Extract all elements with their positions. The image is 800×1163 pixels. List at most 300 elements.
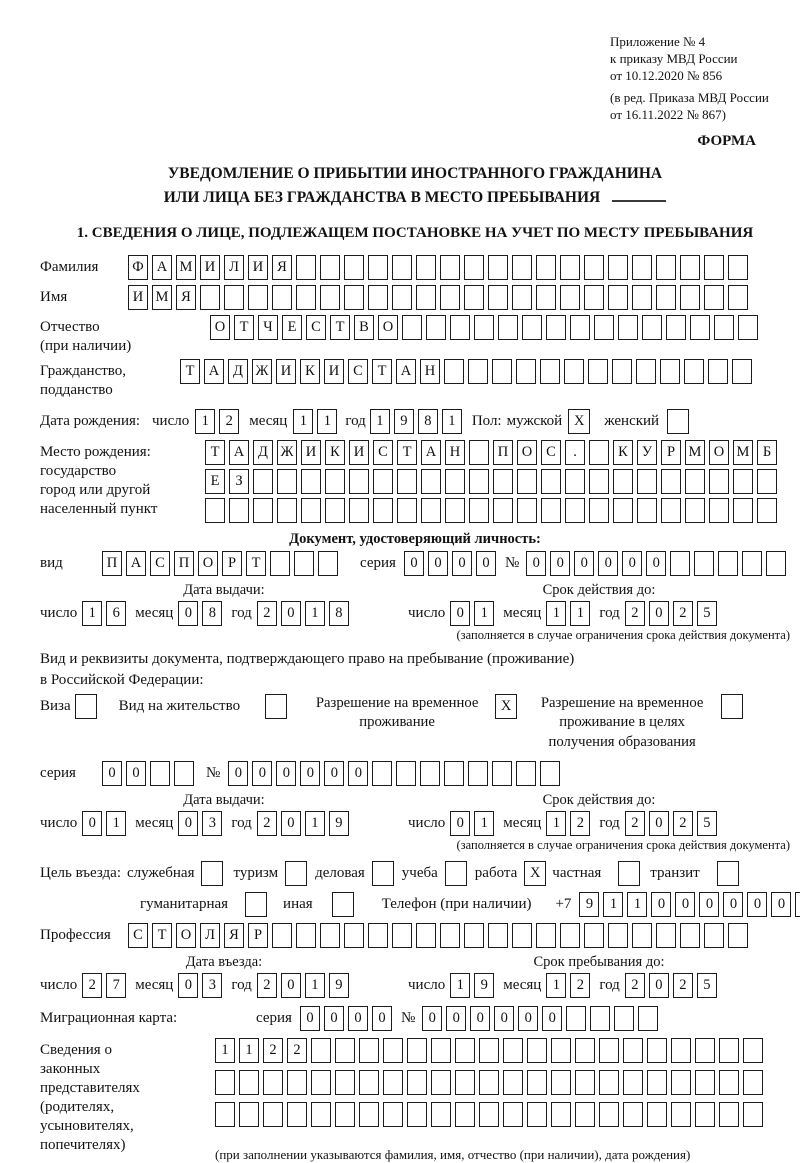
char-cell[interactable]	[757, 498, 777, 523]
char-cell[interactable]: 0	[428, 551, 448, 576]
char-cell[interactable]: 1	[305, 811, 325, 836]
char-cell[interactable]	[612, 359, 632, 384]
char-cell[interactable]: П	[102, 551, 122, 576]
char-cell[interactable]: 0	[649, 601, 669, 626]
char-cell[interactable]: 8	[418, 409, 438, 434]
char-cell[interactable]	[301, 469, 321, 494]
char-cell[interactable]	[536, 255, 556, 280]
char-cell[interactable]: З	[229, 469, 249, 494]
char-cell[interactable]: 0	[649, 811, 669, 836]
char-cell[interactable]	[421, 498, 441, 523]
char-cell[interactable]	[488, 255, 508, 280]
char-cell[interactable]	[599, 1038, 619, 1063]
char-cell[interactable]	[383, 1038, 403, 1063]
char-cell[interactable]: 1	[546, 973, 566, 998]
purpose-private-checkbox[interactable]	[618, 861, 640, 886]
char-cell[interactable]	[349, 469, 369, 494]
char-cell[interactable]	[671, 1070, 691, 1095]
char-cell[interactable]: С	[373, 440, 393, 465]
char-cell[interactable]: 0	[518, 1006, 538, 1031]
char-cell[interactable]	[584, 255, 604, 280]
char-cell[interactable]	[743, 1070, 763, 1095]
char-cell[interactable]	[728, 923, 748, 948]
char-cell[interactable]	[637, 498, 657, 523]
char-cell[interactable]	[718, 551, 738, 576]
char-cell[interactable]: И	[248, 255, 268, 280]
temp-residence-checkbox[interactable]: X	[495, 694, 517, 719]
char-cell[interactable]	[215, 1070, 235, 1095]
char-cell[interactable]	[527, 1038, 547, 1063]
char-cell[interactable]	[431, 1070, 451, 1095]
char-cell[interactable]	[517, 498, 537, 523]
char-cell[interactable]: 2	[625, 601, 645, 626]
char-cell[interactable]: 6	[106, 601, 126, 626]
char-cell[interactable]: Т	[372, 359, 392, 384]
char-cell[interactable]	[636, 359, 656, 384]
char-cell[interactable]	[224, 285, 244, 310]
char-cell[interactable]: 0	[747, 892, 767, 917]
char-cell[interactable]: Я	[224, 923, 244, 948]
char-cell[interactable]	[407, 1102, 427, 1127]
char-cell[interactable]	[666, 315, 686, 340]
char-cell[interactable]	[590, 1006, 610, 1031]
char-cell[interactable]	[455, 1038, 475, 1063]
char-cell[interactable]	[272, 285, 292, 310]
char-cell[interactable]	[541, 469, 561, 494]
char-cell[interactable]: А	[396, 359, 416, 384]
char-cell[interactable]: 2	[625, 811, 645, 836]
char-cell[interactable]	[732, 359, 752, 384]
char-cell[interactable]	[335, 1038, 355, 1063]
char-cell[interactable]	[344, 285, 364, 310]
char-cell[interactable]: Т	[180, 359, 200, 384]
char-cell[interactable]	[719, 1070, 739, 1095]
char-cell[interactable]	[527, 1102, 547, 1127]
char-cell[interactable]: 0	[228, 761, 248, 786]
char-cell[interactable]: 0	[252, 761, 272, 786]
char-cell[interactable]	[318, 551, 338, 576]
char-cell[interactable]	[647, 1102, 667, 1127]
char-cell[interactable]: Т	[152, 923, 172, 948]
char-cell[interactable]: 3	[202, 973, 222, 998]
char-cell[interactable]: 1	[293, 409, 313, 434]
char-cell[interactable]: 1	[106, 811, 126, 836]
char-cell[interactable]	[272, 923, 292, 948]
char-cell[interactable]	[695, 1038, 715, 1063]
char-cell[interactable]	[584, 923, 604, 948]
char-cell[interactable]: 2	[257, 601, 277, 626]
purpose-business-checkbox[interactable]	[372, 861, 394, 886]
char-cell[interactable]: 2	[82, 973, 102, 998]
char-cell[interactable]: С	[306, 315, 326, 340]
char-cell[interactable]	[608, 255, 628, 280]
char-cell[interactable]: 0	[300, 761, 320, 786]
char-cell[interactable]: К	[613, 440, 633, 465]
char-cell[interactable]: Ж	[252, 359, 272, 384]
char-cell[interactable]	[632, 255, 652, 280]
char-cell[interactable]: 5	[697, 973, 717, 998]
char-cell[interactable]: Я	[272, 255, 292, 280]
char-cell[interactable]	[714, 315, 734, 340]
char-cell[interactable]: 7	[106, 973, 126, 998]
char-cell[interactable]: Е	[205, 469, 225, 494]
char-cell[interactable]: 0	[699, 892, 719, 917]
char-cell[interactable]: М	[176, 255, 196, 280]
char-cell[interactable]: И	[276, 359, 296, 384]
char-cell[interactable]	[444, 359, 464, 384]
char-cell[interactable]: 0	[178, 973, 198, 998]
char-cell[interactable]: Н	[420, 359, 440, 384]
char-cell[interactable]: 1	[627, 892, 647, 917]
char-cell[interactable]	[493, 469, 513, 494]
char-cell[interactable]	[492, 761, 512, 786]
char-cell[interactable]: 1	[82, 601, 102, 626]
char-cell[interactable]	[335, 1070, 355, 1095]
char-cell[interactable]: 0	[646, 551, 666, 576]
char-cell[interactable]: 0	[348, 761, 368, 786]
char-cell[interactable]	[613, 469, 633, 494]
char-cell[interactable]: 1	[305, 601, 325, 626]
char-cell[interactable]	[638, 1006, 658, 1031]
char-cell[interactable]	[479, 1102, 499, 1127]
gender-male-checkbox[interactable]: X	[568, 409, 590, 434]
char-cell[interactable]: 0	[102, 761, 122, 786]
char-cell[interactable]	[742, 551, 762, 576]
char-cell[interactable]	[311, 1102, 331, 1127]
char-cell[interactable]	[743, 1102, 763, 1127]
char-cell[interactable]: 0	[450, 811, 470, 836]
char-cell[interactable]	[575, 1070, 595, 1095]
char-cell[interactable]	[647, 1070, 667, 1095]
char-cell[interactable]	[704, 255, 724, 280]
char-cell[interactable]	[287, 1070, 307, 1095]
char-cell[interactable]: 1	[603, 892, 623, 917]
char-cell[interactable]: Е	[282, 315, 302, 340]
char-cell[interactable]	[690, 315, 710, 340]
char-cell[interactable]	[589, 440, 609, 465]
char-cell[interactable]: 0	[82, 811, 102, 836]
char-cell[interactable]	[680, 285, 700, 310]
char-cell[interactable]	[584, 285, 604, 310]
char-cell[interactable]	[492, 359, 512, 384]
char-cell[interactable]	[522, 315, 542, 340]
char-cell[interactable]	[512, 255, 532, 280]
char-cell[interactable]: .	[565, 440, 585, 465]
char-cell[interactable]: 9	[329, 811, 349, 836]
char-cell[interactable]	[392, 255, 412, 280]
char-cell[interactable]: 2	[570, 973, 590, 998]
char-cell[interactable]	[479, 1038, 499, 1063]
char-cell[interactable]: 2	[673, 811, 693, 836]
char-cell[interactable]: 0	[494, 1006, 514, 1031]
char-cell[interactable]	[503, 1070, 523, 1095]
char-cell[interactable]: 0	[276, 761, 296, 786]
char-cell[interactable]	[296, 255, 316, 280]
char-cell[interactable]: 1	[450, 973, 470, 998]
char-cell[interactable]	[311, 1038, 331, 1063]
char-cell[interactable]	[344, 923, 364, 948]
char-cell[interactable]: 5	[697, 811, 717, 836]
char-cell[interactable]: П	[174, 551, 194, 576]
char-cell[interactable]: 0	[542, 1006, 562, 1031]
char-cell[interactable]: 1	[195, 409, 215, 434]
char-cell[interactable]	[738, 315, 758, 340]
char-cell[interactable]	[708, 359, 728, 384]
char-cell[interactable]: 0	[651, 892, 671, 917]
residence-permit-checkbox[interactable]	[265, 694, 287, 719]
purpose-study-checkbox[interactable]	[445, 861, 467, 886]
char-cell[interactable]: 0	[300, 1006, 320, 1031]
char-cell[interactable]	[229, 498, 249, 523]
char-cell[interactable]: 0	[348, 1006, 368, 1031]
char-cell[interactable]: С	[128, 923, 148, 948]
char-cell[interactable]: 0	[550, 551, 570, 576]
char-cell[interactable]: Т	[234, 315, 254, 340]
char-cell[interactable]	[642, 315, 662, 340]
char-cell[interactable]: 1	[474, 601, 494, 626]
char-cell[interactable]: Р	[248, 923, 268, 948]
char-cell[interactable]: 0	[372, 1006, 392, 1031]
char-cell[interactable]	[589, 498, 609, 523]
char-cell[interactable]	[632, 923, 652, 948]
char-cell[interactable]	[512, 285, 532, 310]
char-cell[interactable]	[695, 1070, 715, 1095]
char-cell[interactable]: 0	[281, 811, 301, 836]
char-cell[interactable]	[560, 285, 580, 310]
char-cell[interactable]	[392, 285, 412, 310]
char-cell[interactable]: О	[378, 315, 398, 340]
char-cell[interactable]	[421, 469, 441, 494]
char-cell[interactable]	[263, 1102, 283, 1127]
char-cell[interactable]	[325, 498, 345, 523]
char-cell[interactable]: 8	[329, 601, 349, 626]
char-cell[interactable]	[420, 761, 440, 786]
char-cell[interactable]	[599, 1102, 619, 1127]
char-cell[interactable]: 0	[649, 973, 669, 998]
char-cell[interactable]: 9	[394, 409, 414, 434]
char-cell[interactable]	[733, 498, 753, 523]
char-cell[interactable]	[311, 1070, 331, 1095]
char-cell[interactable]: О	[709, 440, 729, 465]
char-cell[interactable]	[373, 469, 393, 494]
char-cell[interactable]	[344, 255, 364, 280]
char-cell[interactable]	[588, 359, 608, 384]
char-cell[interactable]	[239, 1070, 259, 1095]
char-cell[interactable]: 9	[329, 973, 349, 998]
char-cell[interactable]	[407, 1038, 427, 1063]
char-cell[interactable]: 1	[305, 973, 325, 998]
char-cell[interactable]: Б	[757, 440, 777, 465]
gender-female-checkbox[interactable]	[667, 409, 689, 434]
char-cell[interactable]: 2	[263, 1038, 283, 1063]
char-cell[interactable]	[294, 551, 314, 576]
char-cell[interactable]	[566, 1006, 586, 1031]
char-cell[interactable]: А	[229, 440, 249, 465]
char-cell[interactable]: М	[152, 285, 172, 310]
char-cell[interactable]	[704, 285, 724, 310]
char-cell[interactable]: 1	[317, 409, 337, 434]
char-cell[interactable]	[320, 285, 340, 310]
char-cell[interactable]: 1	[370, 409, 390, 434]
char-cell[interactable]	[150, 761, 170, 786]
char-cell[interactable]	[709, 498, 729, 523]
char-cell[interactable]	[623, 1102, 643, 1127]
char-cell[interactable]	[660, 359, 680, 384]
char-cell[interactable]	[301, 498, 321, 523]
char-cell[interactable]: 2	[673, 601, 693, 626]
char-cell[interactable]	[680, 923, 700, 948]
char-cell[interactable]	[685, 498, 705, 523]
char-cell[interactable]	[656, 255, 676, 280]
char-cell[interactable]: О	[198, 551, 218, 576]
char-cell[interactable]: О	[210, 315, 230, 340]
char-cell[interactable]: Т	[330, 315, 350, 340]
char-cell[interactable]	[517, 469, 537, 494]
char-cell[interactable]	[575, 1102, 595, 1127]
char-cell[interactable]	[397, 469, 417, 494]
char-cell[interactable]: 0	[178, 601, 198, 626]
char-cell[interactable]	[479, 1070, 499, 1095]
char-cell[interactable]	[372, 761, 392, 786]
char-cell[interactable]: Н	[445, 440, 465, 465]
char-cell[interactable]: А	[126, 551, 146, 576]
purpose-transit-checkbox[interactable]	[717, 861, 739, 886]
char-cell[interactable]	[349, 498, 369, 523]
char-cell[interactable]	[608, 923, 628, 948]
char-cell[interactable]: 0	[771, 892, 791, 917]
char-cell[interactable]	[440, 255, 460, 280]
char-cell[interactable]: 2	[625, 973, 645, 998]
char-cell[interactable]: Л	[200, 923, 220, 948]
visa-checkbox[interactable]	[75, 694, 97, 719]
char-cell[interactable]: 2	[673, 973, 693, 998]
char-cell[interactable]	[468, 761, 488, 786]
char-cell[interactable]	[680, 255, 700, 280]
char-cell[interactable]: М	[733, 440, 753, 465]
char-cell[interactable]: 0	[450, 601, 470, 626]
char-cell[interactable]: 9	[474, 973, 494, 998]
char-cell[interactable]: 0	[422, 1006, 442, 1031]
char-cell[interactable]	[335, 1102, 355, 1127]
char-cell[interactable]: С	[348, 359, 368, 384]
char-cell[interactable]	[512, 923, 532, 948]
char-cell[interactable]	[551, 1070, 571, 1095]
char-cell[interactable]	[431, 1038, 451, 1063]
char-cell[interactable]	[205, 498, 225, 523]
char-cell[interactable]	[661, 469, 681, 494]
char-cell[interactable]: 8	[202, 601, 222, 626]
char-cell[interactable]: 1	[570, 601, 590, 626]
char-cell[interactable]: И	[324, 359, 344, 384]
char-cell[interactable]	[647, 1038, 667, 1063]
char-cell[interactable]	[570, 315, 590, 340]
char-cell[interactable]	[445, 469, 465, 494]
char-cell[interactable]	[719, 1038, 739, 1063]
char-cell[interactable]: М	[685, 440, 705, 465]
char-cell[interactable]: 2	[570, 811, 590, 836]
char-cell[interactable]	[296, 923, 316, 948]
char-cell[interactable]	[383, 1102, 403, 1127]
char-cell[interactable]	[670, 551, 690, 576]
char-cell[interactable]	[373, 498, 393, 523]
char-cell[interactable]: Ф	[128, 255, 148, 280]
char-cell[interactable]: О	[176, 923, 196, 948]
char-cell[interactable]: 0	[622, 551, 642, 576]
char-cell[interactable]	[416, 285, 436, 310]
char-cell[interactable]: С	[541, 440, 561, 465]
char-cell[interactable]	[498, 315, 518, 340]
char-cell[interactable]	[540, 761, 560, 786]
char-cell[interactable]: Ж	[277, 440, 297, 465]
char-cell[interactable]	[719, 1102, 739, 1127]
char-cell[interactable]: Л	[224, 255, 244, 280]
char-cell[interactable]: И	[349, 440, 369, 465]
char-cell[interactable]	[368, 255, 388, 280]
char-cell[interactable]: 0	[126, 761, 146, 786]
char-cell[interactable]	[613, 498, 633, 523]
char-cell[interactable]	[623, 1070, 643, 1095]
char-cell[interactable]	[589, 469, 609, 494]
char-cell[interactable]	[540, 359, 560, 384]
char-cell[interactable]	[396, 761, 416, 786]
char-cell[interactable]: Я	[176, 285, 196, 310]
char-cell[interactable]	[416, 923, 436, 948]
char-cell[interactable]: 0	[526, 551, 546, 576]
char-cell[interactable]: 2	[287, 1038, 307, 1063]
char-cell[interactable]	[551, 1038, 571, 1063]
char-cell[interactable]	[253, 469, 273, 494]
char-cell[interactable]: 0	[404, 551, 424, 576]
char-cell[interactable]	[536, 285, 556, 310]
char-cell[interactable]	[407, 1070, 427, 1095]
char-cell[interactable]: 1	[239, 1038, 259, 1063]
char-cell[interactable]	[709, 469, 729, 494]
char-cell[interactable]: 0	[723, 892, 743, 917]
char-cell[interactable]: Д	[253, 440, 273, 465]
char-cell[interactable]	[565, 498, 585, 523]
char-cell[interactable]	[671, 1038, 691, 1063]
char-cell[interactable]: Р	[222, 551, 242, 576]
char-cell[interactable]	[468, 359, 488, 384]
char-cell[interactable]: Р	[661, 440, 681, 465]
char-cell[interactable]	[488, 285, 508, 310]
char-cell[interactable]	[695, 1102, 715, 1127]
char-cell[interactable]	[733, 469, 753, 494]
char-cell[interactable]: Т	[397, 440, 417, 465]
char-cell[interactable]	[392, 923, 412, 948]
char-cell[interactable]: 0	[470, 1006, 490, 1031]
char-cell[interactable]	[661, 498, 681, 523]
char-cell[interactable]	[320, 255, 340, 280]
char-cell[interactable]	[277, 498, 297, 523]
char-cell[interactable]	[546, 315, 566, 340]
char-cell[interactable]	[564, 359, 584, 384]
char-cell[interactable]	[200, 285, 220, 310]
char-cell[interactable]	[656, 285, 676, 310]
char-cell[interactable]	[239, 1102, 259, 1127]
char-cell[interactable]	[493, 498, 513, 523]
char-cell[interactable]	[757, 469, 777, 494]
char-cell[interactable]	[431, 1102, 451, 1127]
char-cell[interactable]	[728, 255, 748, 280]
char-cell[interactable]	[575, 1038, 595, 1063]
temp-residence-education-checkbox[interactable]	[721, 694, 743, 719]
char-cell[interactable]	[551, 1102, 571, 1127]
char-cell[interactable]: Ч	[258, 315, 278, 340]
char-cell[interactable]: Т	[246, 551, 266, 576]
char-cell[interactable]	[450, 315, 470, 340]
char-cell[interactable]	[743, 1038, 763, 1063]
